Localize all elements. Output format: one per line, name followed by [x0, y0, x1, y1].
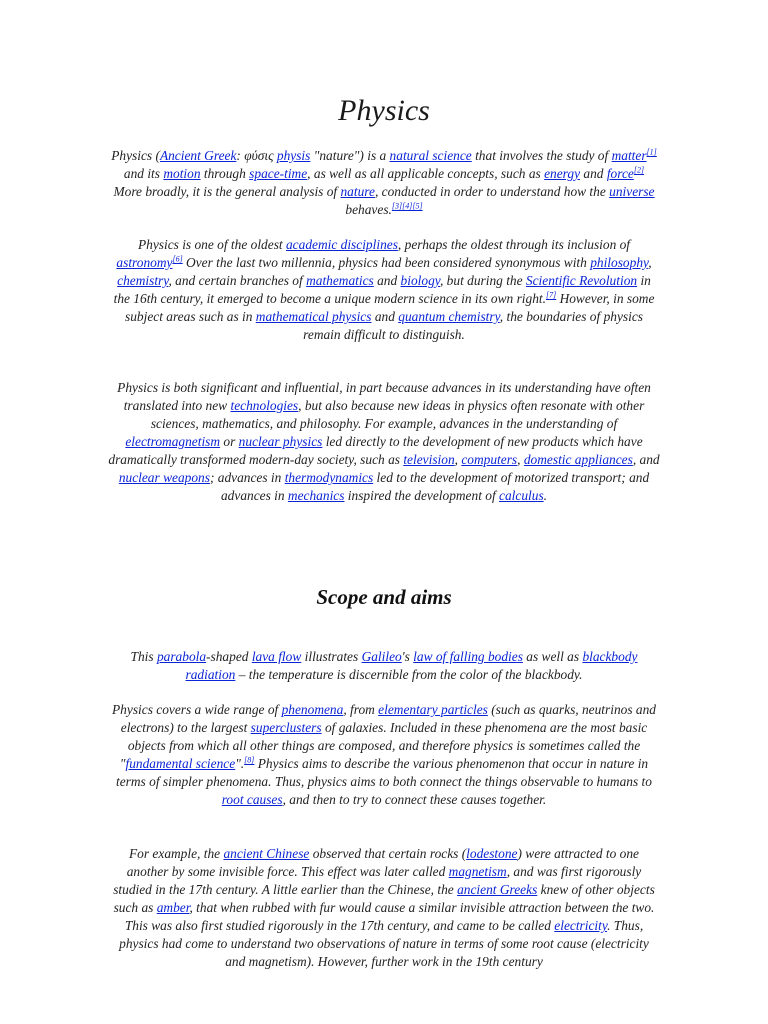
text-run: Physics is one of the oldest [137, 237, 286, 252]
link-blackbody-radiation[interactable]: blackbody radiation [185, 649, 638, 682]
text-run: knew of other objects such as [113, 882, 655, 915]
link-chemistry[interactable]: chemistry [117, 273, 169, 288]
text-run: , but during the [439, 273, 526, 288]
link-quantum-chemistry[interactable]: quantum chemistry [398, 309, 500, 324]
text-run: This [130, 649, 157, 664]
text-run: "nature") is a [310, 148, 390, 163]
link-universe[interactable]: universe [609, 184, 655, 199]
link-phenomena[interactable]: phenomena [281, 702, 344, 717]
text-run: , from [343, 702, 379, 717]
section-heading: Scope and aims [316, 585, 452, 609]
text-run: Over the last two millennia, physics had been considered synonymous with [182, 255, 591, 270]
text-run: observed that certain rocks ( [309, 846, 467, 861]
text-run: ) were attracted to one another by some invisible force. This effect was later called [126, 846, 639, 879]
text-run: through [200, 166, 250, 181]
text-run: , perhaps the oldest through its inclusion of [397, 237, 631, 252]
link-space-time[interactable]: space-time [249, 166, 308, 181]
link-superclusters[interactable]: superclusters [250, 720, 322, 735]
text-run: illustrates [301, 649, 362, 664]
text-run: ; advances in [209, 470, 285, 485]
text-run: in the 16th century, it emerged to become a unique modern science in its own right. [113, 273, 651, 306]
link-computers[interactable]: computers [461, 452, 518, 467]
link-domestic-appliances[interactable]: domestic appliances [523, 452, 633, 467]
text-run: , [648, 255, 652, 270]
text-run: More broadly, it is the general analysis of [113, 184, 341, 199]
text-run: , and certain branches of [168, 273, 307, 288]
link-ancient-chinese[interactable]: ancient Chinese [223, 846, 310, 861]
text-run: , and was first rigorously studied in the 17th century. A little earlier than the Chinese, the [113, 864, 642, 897]
text-run: led directly to the development of new products which have dramatically transformed modern-day society, such as [108, 434, 643, 467]
link-biology[interactable]: biology [400, 273, 440, 288]
text-run: , but also because new ideas in physics often resonate with other sciences, mathematics, and philosophy. For example, advances in the understanding of [150, 398, 645, 431]
link-physis[interactable]: physis [276, 148, 311, 163]
link-thermodynamics[interactable]: thermodynamics [284, 470, 374, 485]
text-run: , and [632, 452, 660, 467]
link-calculus[interactable]: calculus [499, 488, 544, 503]
scope-paragraph [108, 701, 660, 809]
link-astronomy[interactable]: astronomy [116, 255, 173, 270]
link-nuclear-weapons[interactable]: nuclear weapons [118, 470, 210, 485]
text-run: of galaxies. Included in these phenomena are the most basic objects from which all other things are composed, and therefore physics is sometimes called the " [119, 720, 648, 771]
link-technologies[interactable]: technologies [230, 398, 299, 413]
text-run: behaves. [345, 202, 392, 217]
link-parabola[interactable]: parabola [156, 649, 207, 664]
text-run: . Thus, physics had come to understand two observations of nature in terms of some root cause (electricity and magnetism). However, further work in the 19th century [119, 918, 649, 969]
text-run: , [454, 452, 462, 467]
link-energy[interactable]: energy [544, 166, 581, 181]
link-magnetism[interactable]: magnetism [448, 864, 507, 879]
text-run: However, in some subject areas such as in [125, 291, 655, 324]
image-caption [108, 648, 660, 684]
link-nuclear-physics[interactable]: nuclear physics [238, 434, 323, 449]
link-ancient-greek[interactable]: Ancient Greek [159, 148, 237, 163]
text-run: : φύσις [236, 148, 277, 163]
page-title: Physics [338, 94, 430, 127]
citation-7[interactable]: [7] [545, 290, 557, 300]
link-television[interactable]: television [403, 452, 455, 467]
link-galileo[interactable]: Galileo [361, 649, 402, 664]
link-matter[interactable]: matter [611, 148, 647, 163]
text-run: and [580, 166, 607, 181]
text-run: and [373, 273, 401, 288]
link-electromagnetism[interactable]: electromagnetism [125, 434, 221, 449]
link-natural-science[interactable]: natural science [389, 148, 472, 163]
text-run: , the boundaries of physics remain difficult to distinguish. [303, 309, 643, 342]
link-force[interactable]: force [606, 166, 634, 181]
link-electricity[interactable]: electricity [554, 918, 608, 933]
link-academic-disciplines[interactable]: academic disciplines [285, 237, 398, 252]
text-run: , that when rubbed with fur would cause a similar invisible attraction between the two. This was also first studied rigorously in the 17th century, and came to be called [124, 900, 655, 933]
link-ancient-greeks[interactable]: ancient Greeks [457, 882, 538, 897]
text-run: (such as quarks, neutrinos and electrons) to the largest [120, 702, 656, 735]
link-nature[interactable]: nature [340, 184, 375, 199]
link-scientific-revolution[interactable]: Scientific Revolution [525, 273, 638, 288]
text-run: , conducted in order to understand how the [374, 184, 610, 199]
history-paragraph [108, 236, 660, 344]
link-root-causes[interactable]: root causes [221, 792, 283, 807]
text-run: and its [123, 166, 164, 181]
link-law-of-falling-bodies[interactable]: law of falling bodies [413, 649, 523, 664]
link-philosophy[interactable]: philosophy [590, 255, 649, 270]
text-run: Physics covers a wide range of [112, 702, 282, 717]
text-run: For example, the [129, 846, 224, 861]
link-lava-flow[interactable]: lava flow [251, 649, 302, 664]
text-run: led to the development of motorized transport; and advances in [220, 470, 650, 503]
example-paragraph [108, 845, 660, 971]
text-run: Physics ( [111, 148, 160, 163]
citation-3-4-5[interactable]: [3][4][5] [391, 201, 423, 211]
citation-6[interactable]: [6] [172, 254, 183, 264]
citation-8[interactable]: [8] [244, 755, 255, 765]
text-run: ". [235, 756, 245, 771]
text-run: that involves the study of [471, 148, 612, 163]
text-run: , as well as all applicable concepts, such as [307, 166, 545, 181]
link-amber[interactable]: amber [156, 900, 190, 915]
link-mathematics[interactable]: mathematics [306, 273, 374, 288]
text-run: Physics aims to describe the various phenomenon that occur in nature in terms of simpler phenomena. Thus, physics aims to both connect the things observable to humans to [116, 756, 652, 789]
link-mechanics[interactable]: mechanics [287, 488, 345, 503]
text-run: – the temperature is discernible from the color of the blackbody. [235, 667, 583, 682]
link-motion[interactable]: motion [163, 166, 201, 181]
intro-paragraph [108, 147, 660, 219]
influence-paragraph [108, 379, 660, 505]
citation-2[interactable]: [2] [633, 165, 645, 175]
link-elementary-particles[interactable]: elementary particles [378, 702, 488, 717]
citation-1[interactable]: [1] [646, 147, 657, 157]
text-run: and [371, 309, 399, 324]
text-run: as well as [522, 649, 583, 664]
text-run: or [220, 434, 239, 449]
text-run: Physics is both significant and influential, in part because advances in its understanding have often translated into new [117, 380, 651, 413]
link-lodestone[interactable]: lodestone [466, 846, 518, 861]
link-mathematical-physics[interactable]: mathematical physics [255, 309, 372, 324]
text-run: 's [401, 649, 414, 664]
text-run: inspired the development of [344, 488, 500, 503]
text-run: , and then to try to connect these causes together. [282, 792, 547, 807]
link-fundamental-science[interactable]: fundamental science [125, 756, 236, 771]
text-run: -shaped [206, 649, 252, 664]
text-run: , [517, 452, 524, 467]
text-run: . [543, 488, 548, 503]
